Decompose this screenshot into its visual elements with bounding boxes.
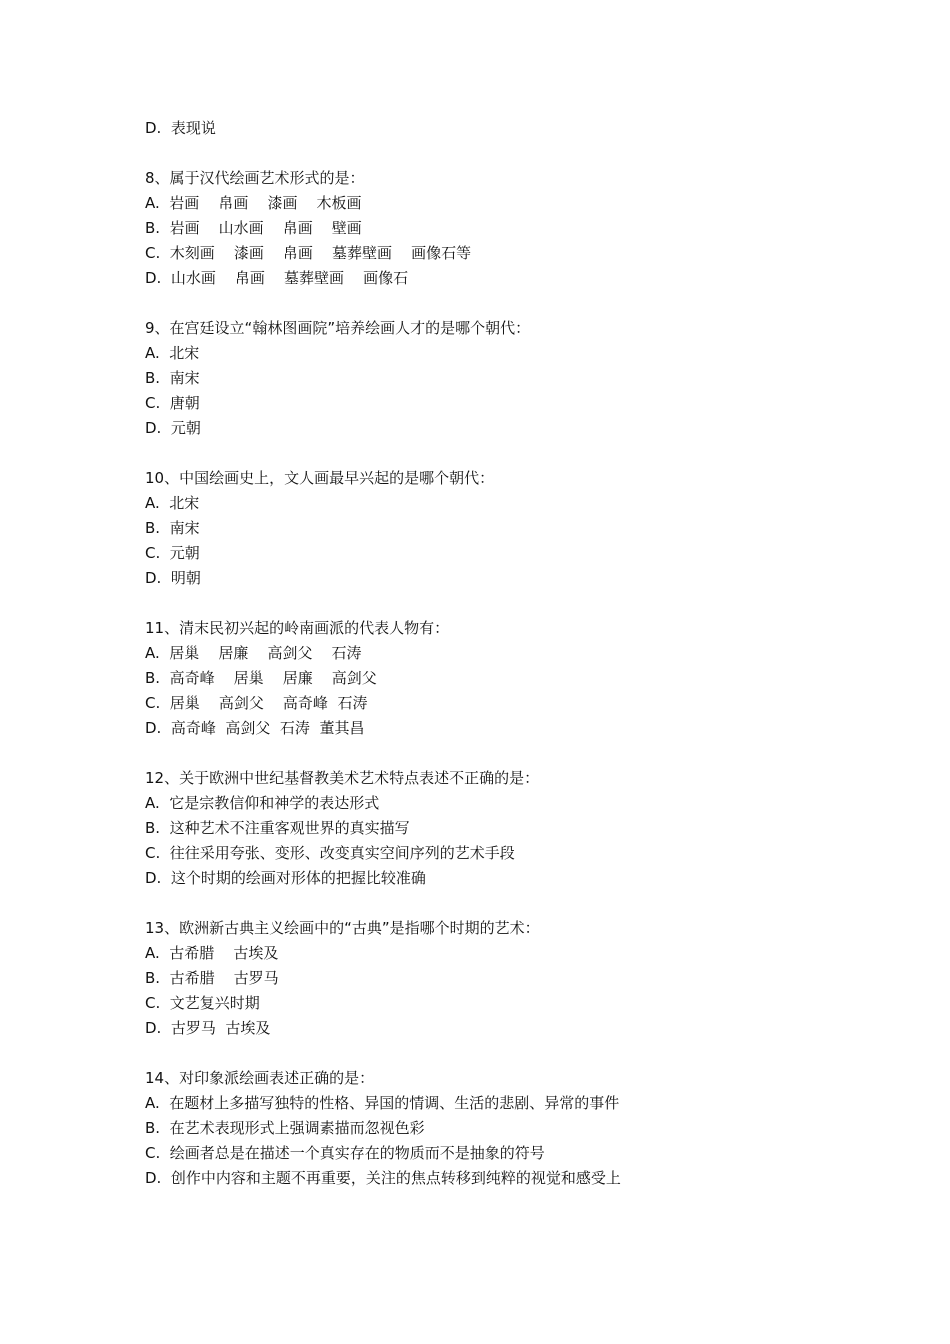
option-d-line: D. 表现说 <box>145 119 216 137</box>
question-13 <box>145 916 845 1041</box>
question-stem: 13、欧洲新古典主义绘画中的“古典”是指哪个时期的艺术： <box>145 919 540 937</box>
option-a: A. 居巢 居廉 高剑父 石涛 <box>145 644 362 662</box>
option-b: B. 南宋 <box>145 519 200 537</box>
option-a: A. 它是宗教信仰和神学的表达形式 <box>145 794 380 812</box>
option-d: D. 明朝 <box>145 569 201 587</box>
question-11 <box>145 616 845 741</box>
option-d: D. 创作中内容和主题不再重要，关注的焦点转移到纯粹的视觉和感受上 <box>145 1169 621 1187</box>
question-list <box>145 116 845 1191</box>
option-a: A. 在题材上多描写独特的性格、异国的情调、生活的悲剧、异常的事件 <box>145 1094 620 1112</box>
option-d: D. 古罗马 古埃及 <box>145 1019 271 1037</box>
option-b: B. 高奇峰 居巢 居廉 高剑父 <box>145 669 377 687</box>
option-b: B. 这种艺术不注重客观世界的真实描写 <box>145 819 410 837</box>
option-b: B. 古希腊 古罗马 <box>145 969 279 987</box>
question-14 <box>145 1066 845 1191</box>
option-c: C. 往往采用夸张、变形、改变真实空间序列的艺术手段 <box>145 844 515 862</box>
option-c: C. 绘画者总是在描述一个真实存在的物质而不是抽象的符号 <box>145 1144 545 1162</box>
question-stem: 8、属于汉代绘画艺术形式的是： <box>145 169 365 187</box>
option-d: D. 这个时期的绘画对形体的把握比较准确 <box>145 869 426 887</box>
option-d: D. 高奇峰 高剑父 石涛 董其昌 <box>145 719 365 737</box>
option-b: B. 在艺术表现形式上强调素描而忽视色彩 <box>145 1119 425 1137</box>
question-8 <box>145 166 845 291</box>
question-stem: 9、在宫廷设立“翰林图画院”培养绘画人才的是哪个朝代： <box>145 319 531 337</box>
question-stem: 10、中国绘画史上，文人画最早兴起的是哪个朝代： <box>145 469 495 487</box>
option-c: C. 木刻画 漆画 帛画 墓葬壁画 画像石等 <box>145 244 472 262</box>
question-stem: 12、关于欧洲中世纪基督教美术艺术特点表述不正确的是： <box>145 769 540 787</box>
question-stem: 14、对印象派绘画表述正确的是： <box>145 1069 375 1087</box>
option-a: A. 岩画 帛画 漆画 木板画 <box>145 194 362 212</box>
question-12 <box>145 766 845 891</box>
option-b: B. 岩画 山水画 帛画 壁画 <box>145 219 362 237</box>
question-stem: 11、清末民初兴起的岭南画派的代表人物有： <box>145 619 450 637</box>
option-c: C. 元朝 <box>145 544 200 562</box>
option-b: B. 南宋 <box>145 369 200 387</box>
option-a: A. 北宋 <box>145 494 200 512</box>
option-a: A. 古希腊 古埃及 <box>145 944 279 962</box>
option-d: D. 山水画 帛画 墓葬壁画 画像石 <box>145 269 409 287</box>
option-c: C. 唐朝 <box>145 394 200 412</box>
leading-option-block <box>145 116 845 141</box>
option-c: C. 文艺复兴时期 <box>145 994 260 1012</box>
option-d: D. 元朝 <box>145 419 201 437</box>
question-9 <box>145 316 845 441</box>
option-a: A. 北宋 <box>145 344 200 362</box>
option-c: C. 居巢 高剑父 高奇峰 石涛 <box>145 694 368 712</box>
question-10 <box>145 466 845 591</box>
